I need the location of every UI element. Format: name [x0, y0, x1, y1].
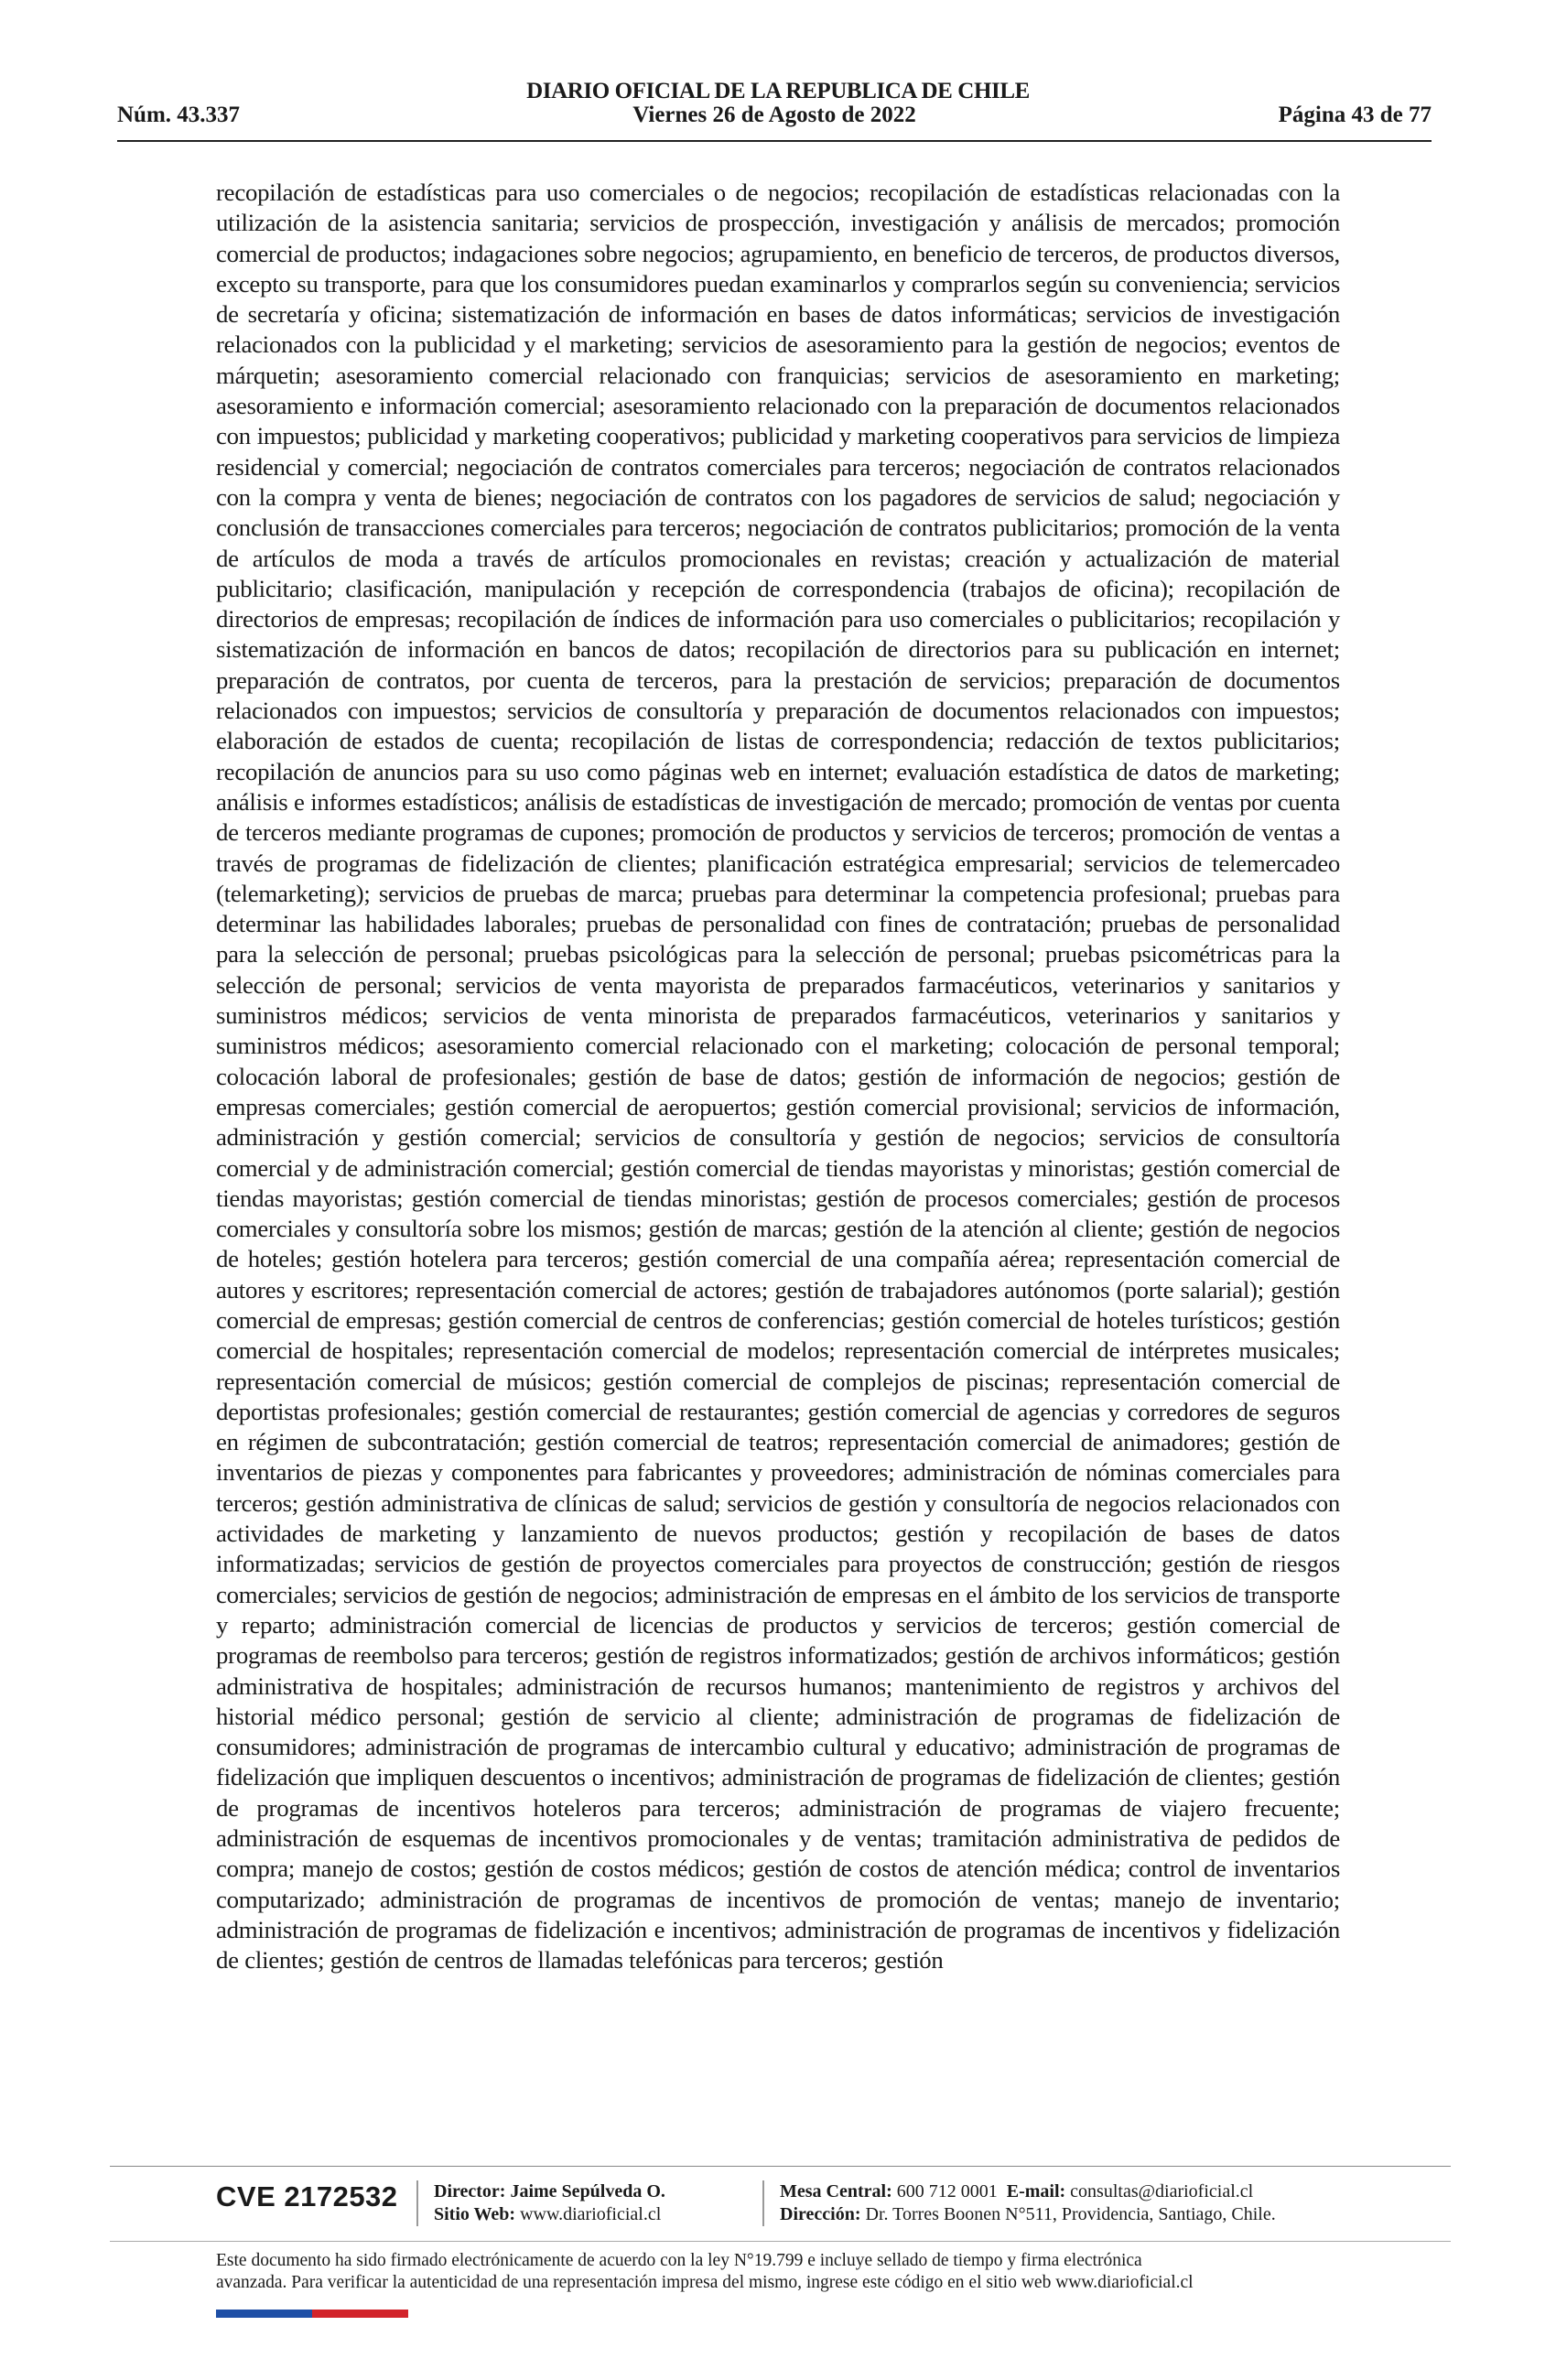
- website-label: Sitio Web:: [434, 2204, 516, 2224]
- legal-notice: [216, 2250, 1342, 2294]
- legal-line: avanzada. Para verificar la autenticidad de una representación impresa del mismo, ingrese este código en el sitio web www.diarioficial.cl: [216, 2273, 1194, 2292]
- body-paragraph: recopilación de estadísticas para uso comerciales o de negocios; recopilación de estadísticas relacionadas con la utilización de la asistencia sanitaria; servicios de prospección, investigación y análisis de mercados; promoción comercial de productos; indagaciones sobre negocios; agrupamiento, en beneficio de terceros, de productos diversos, excepto su transporte, para que los consumidores puedan examinarlos y comprarlos según su conveniencia; servicios de secretaría y oficina; sistematización de información en bases de datos informáticas; servicios de investigación relacionados con la publicidad y el marketing; servicios de asesoramiento para la gestión de negocios; eventos de márquetin; asesoramiento comercial relacionado con franquicias; servicios de asesoramiento en marketing; asesoramiento e información comercial; asesoramiento relacionado con la preparación de documentos relacionados con impuestos; publicidad y marketing cooperativos; publicidad y marketing cooperativos para servicios de limpieza residencial y comercial; negociación de contratos comerciales para terceros; negociación de contratos relacionados con la compra y venta de bienes; negociación de contratos con los pagadores de servicios de salud; negociación y conclusión de transacciones comerciales para terceros; negociación de contratos publicitarios; promoción de la venta de artículos de moda a través de artículos promocionales en revistas; creación y actualización de material publicitario; clasificación, manipulación y recepción de correspondencia (trabajos de oficina); recopilación de directorios de empresas; recopilación de índices de información para uso comerciales o publicitarios; recopilación y sistematización de información en bancos de datos; recopilación de directorios para su publicación en internet; preparación de contratos, por cuenta de terceros, para la prestación de servicios; preparación de documentos relacionados con impuestos; servicios de consultoría y preparación de documentos relacionados con impuestos; elaboración de estados de cuenta; recopilación de listas de correspondencia; redacción de textos publicitarios; recopilación de anuncios para su uso como páginas web en internet; evaluación estadística de datos de marketing; análisis e informes estadísticos; análisis de estadísticas de investigación de mercado; promoción de ventas por cuenta de terceros mediante programas de cupones; promoción de productos y servicios de terceros; promoción de ventas a través de programas de fidelización de clientes; planificación estratégica empresarial; servicios de telemercadeo (telemarketing); servicios de pruebas de marca; pruebas para determinar la competencia profesional; pruebas para determinar las habilidades laborales; pruebas de personalidad con fines de contratación; pruebas de personalidad para la selección de personal; pruebas psicológicas para la selección de personal; pruebas psicométricas para la selección de personal; servicios de venta mayorista de preparados farmacéuticos, veterinarios y sanitarios y suministros médicos; servicios de venta minorista de preparados farmacéuticos, veterinarios y sanitarios y suministros médicos; asesoramiento comercial relacionado con el marketing; colocación de personal temporal; colocación laboral de profesionales; gestión de base de datos; gestión de información de negocios; gestión de empresas comerciales; gestión comercial de aeropuertos; gestión comercial provisional; servicios de información, administración y gestión comercial; servicios de consultoría y gestión de negocios; servicios de consultoría comercial y de administración comercial; gestión comercial de tiendas mayoristas y minoristas; gestión comercial de tiendas mayoristas; gestión comercial de tiendas minoristas; gestión de procesos comerciales; gestión de procesos comerciales y consultoría sobre los mismos; gestión de marcas; gestión de la atención al cliente; gestión de negocios de hoteles; gestión hotelera para terceros; gestión comercial de una compañía aérea; representación comercial de autores y escritores; representación comercial de actores; gestión de trabajadores autónomos (porte salarial); gestión comercial de empresas; gestión comercial de centros de conferencias; gestión comercial de hoteles turísticos; gestión comercial de hospitales; representación comercial de modelos; representación comercial de intérpretes musicales; representación comercial de músicos; gestión comercial de complejos de piscinas; representación comercial de deportistas profesionales; gestión comercial de restaurantes; gestión comercial de agencias y corredores de seguros en régimen de subcontratación; gestión comercial de teatros; representación comercial de animadores; gestión de inventarios de piezas y componentes para fabricantes y proveedores; administración de nóminas comerciales para terceros; gestión administrativa de clínicas de salud; servicios de gestión y consultoría de negocios relacionados con actividades de marketing y lanzamiento de nuevos productos; gestión y recopilación de bases de datos informatizadas; servicios de gestión de proyectos comerciales para proyectos de construcción; gestión de riesgos comerciales; servicios de gestión de negocios; administración de empresas en el ámbito de los servicios de transporte y reparto; administración comercial de licencias de productos y servicios de terceros; gestión comercial de programas de reembolso para terceros; gestión de registros informatizados; gestión de archivos informáticos; gestión administrativa de hospitales; administración de recursos humanos; mantenimiento de registros y archivos del historial médico personal; gestión de servicio al cliente; administración de programas de fidelización de consumidores; administración de programas de intercambio cultural y educativo; administración de programas de fidelización que impliquen descuentos o incentivos; administración de programas de fidelización de clientes; gestión de programas de incentivos hoteleros para terceros; administración de programas de viajero frecuente; administración de esquemas de incentivos promocionales y de ventas; tramitación administrativa de pedidos de compra; manejo de costos; gestión de costos médicos; gestión de costos de atención médica; control de inventarios computarizado; administración de programas de incentivos de promoción de ventas; manejo de inventario; administración de programas de fidelización e incentivos; administración de programas de incentivos y fidelización de clientes; gestión de centros de llamadas telefónicas para terceros; gestión: [216, 178, 1340, 1974]
- phone-email-line: [780, 2180, 1276, 2203]
- flag-blue-segment: [216, 2310, 312, 2318]
- footer-divider-top: [110, 2166, 1451, 2167]
- header-row: [117, 103, 1432, 134]
- email-label: E-mail:: [1006, 2181, 1066, 2202]
- phone-label: Mesa Central:: [780, 2181, 892, 2202]
- cve-code: CVE 2172532: [216, 2180, 398, 2212]
- flag-red-segment: [312, 2310, 408, 2318]
- page-number: Página 43 de 77: [1278, 103, 1432, 127]
- email-link[interactable]: consultas@diarioficial.cl: [1070, 2181, 1254, 2202]
- website-line: [434, 2203, 665, 2226]
- address-label: Dirección:: [780, 2204, 861, 2224]
- address-line: [780, 2203, 1276, 2226]
- director-name: Jaime Sepúlveda O.: [510, 2181, 665, 2202]
- address-value: Dr. Torres Boonen N°511, Providencia, Santiago, Chile.: [865, 2204, 1276, 2224]
- newspaper-title: DIARIO OFICIAL DE LA REPUBLICA DE CHILE: [526, 79, 1030, 103]
- flag-color-bar: [216, 2310, 408, 2318]
- director-line: [434, 2180, 665, 2203]
- director-label: Director:: [434, 2181, 506, 2202]
- footer-separator: [762, 2180, 764, 2226]
- header-divider: [117, 140, 1432, 142]
- footer-divider-bottom: [110, 2241, 1451, 2242]
- legal-line: Este documento ha sido firmado electrónicamente de acuerdo con la ley N°19.799 e incluye sellado de tiempo y firma electrónica: [216, 2251, 1142, 2270]
- phone-value: 600 712 0001: [896, 2181, 998, 2202]
- issue-number: Núm. 43.337: [117, 103, 241, 127]
- contact-block: [780, 2180, 1276, 2226]
- website-link[interactable]: www.diarioficial.cl: [520, 2204, 662, 2224]
- issue-date: Viernes 26 de Agosto de 2022: [632, 103, 916, 127]
- director-block: [434, 2180, 665, 2226]
- footer-separator: [416, 2180, 418, 2226]
